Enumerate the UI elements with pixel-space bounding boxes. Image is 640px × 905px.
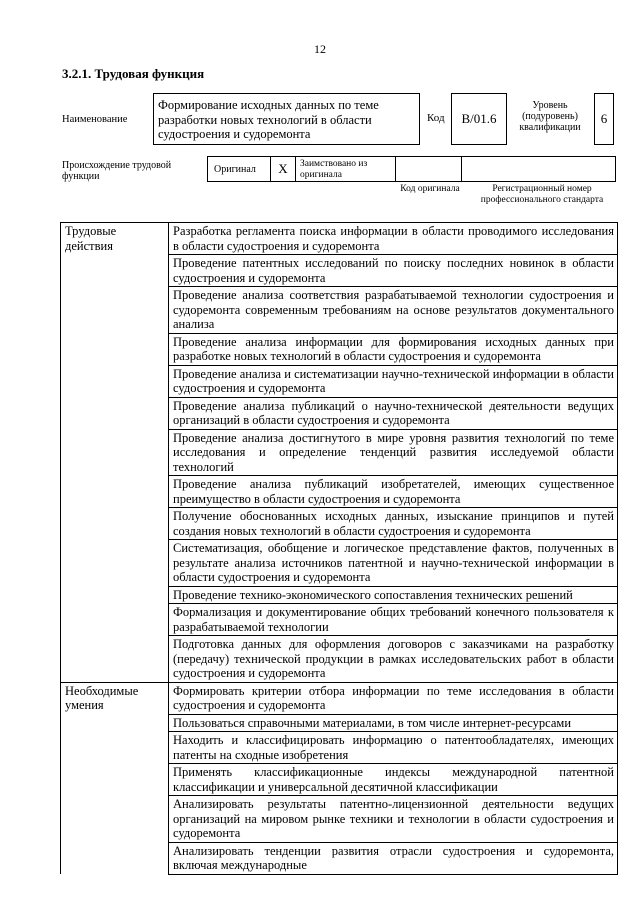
category-cell: Необходимые умения	[61, 682, 169, 714]
table-row	[61, 333, 618, 365]
category-cell-continued	[61, 604, 169, 636]
table-row	[61, 508, 618, 540]
item-cell: Проведение технико-экономического сопоставления технических решений	[169, 586, 618, 604]
item-cell: Формировать критерии отбора информации по теме исследования в области судостроения и судоремонта	[169, 682, 618, 714]
name-label: Наименование	[62, 114, 128, 125]
section-title: 3.2.1. Трудовая функция	[62, 66, 205, 81]
table-row	[61, 682, 618, 714]
origin-grid	[207, 156, 616, 182]
origin-label: Происхождение трудовой функции	[62, 160, 172, 182]
table-row	[61, 636, 618, 683]
item-cell: Проведение анализа достигнутого в мире уровня развития технологий по теме исследования и определение тенденций развития исследуемой области технологий	[169, 429, 618, 476]
table-row	[61, 365, 618, 397]
category-cell-continued	[61, 714, 169, 732]
function-name-box: Формирование исходных данных по теме разработки новых технологий в области судостроения и судоремонта	[153, 93, 420, 145]
borrowed-cell	[295, 156, 396, 182]
item-cell: Проведение анализа и систематизации научно-технической информации в области судостроения и судоремонта	[169, 365, 618, 397]
category-cell-continued	[61, 508, 169, 540]
category-cell-continued	[61, 636, 169, 683]
category-cell-continued	[61, 842, 169, 874]
table-row	[61, 255, 618, 287]
table-row	[61, 287, 618, 334]
original-code-caption: Код оригинала	[400, 184, 460, 194]
table-row	[61, 796, 618, 843]
category-cell-continued	[61, 540, 169, 587]
item-cell: Пользоваться справочными материалами, в том числе интернет-ресурсами	[169, 714, 618, 732]
table-row	[61, 842, 618, 874]
table-row	[61, 604, 618, 636]
qualification-level-label: Уровень (подуровень) квалификации	[519, 100, 581, 133]
category-cell-continued	[61, 586, 169, 604]
category-cell-continued	[61, 796, 169, 843]
category-cell-continued	[61, 287, 169, 334]
item-cell: Применять классификационные индексы международной патентной классификации и универсальной десятичной классификации	[169, 764, 618, 796]
table-row	[61, 732, 618, 764]
table-row	[61, 714, 618, 732]
actions-skills-table	[60, 222, 618, 875]
registration-number-caption: Регистрационный номер профессионального стандарта	[480, 184, 604, 205]
table-row	[61, 540, 618, 587]
item-cell: Проведение анализа публикаций изобретателей, имеющих существенное преимущество в области судостроения и судоремонта	[169, 476, 618, 508]
category-cell-continued	[61, 429, 169, 476]
item-cell: Систематизация, обобщение и логическое представление фактов, полученных в результате анализа источников патентной и научно-технической информации в области судостроения и судоремонта	[169, 540, 618, 587]
table-row	[61, 429, 618, 476]
table-row	[61, 397, 618, 429]
item-cell: Подготовка данных для оформления договоров с заказчиками на разработку (передачу) технической продукции в рамках исследовательских работ в области судостроения и судоремонта	[169, 636, 618, 683]
item-cell: Разработка регламента поиска информации в области проводимого исследования в области судостроения и судоремонта	[169, 223, 618, 255]
borrowed-label: Заимствовано из оригинала	[300, 159, 368, 180]
item-cell: Проведение анализа информации для формирования исходных данных при разработке новых технологий в области судостроения и судоремонта	[169, 333, 618, 365]
code-label: Код	[427, 112, 445, 124]
item-cell: Анализировать тенденции развития отрасли судостроения и судоремонта, включая международные	[169, 842, 618, 874]
item-cell: Проведение патентных исследований по поиску последних новинок в области судостроения и судоремонта	[169, 255, 618, 287]
category-cell-continued	[61, 397, 169, 429]
item-cell: Формализация и документирование общих требований конечного пользователя к разрабатываемой технологии	[169, 604, 618, 636]
item-cell: Получение обоснованных исходных данных, изыскание принципов и путей создания новых технологий в области судостроения и судоремонта	[169, 508, 618, 540]
function-code-box: B/01.6	[451, 93, 507, 145]
category-cell-continued	[61, 333, 169, 365]
table-row	[61, 764, 618, 796]
item-cell: Анализировать результаты патентно-лицензионной деятельности ведущих организаций на мировом рынке техники и технологии в области судостроения и судоремонта	[169, 796, 618, 843]
item-cell: Находить и классифицировать информацию о патентообладателях, имеющих патенты на сходные изобретения	[169, 732, 618, 764]
item-cell: Проведение анализа соответствия разрабатываемой технологии судостроения и судоремонта современным требованиям на основе результатов документального анализа	[169, 287, 618, 334]
table-row	[61, 223, 618, 255]
category-cell: Трудовые действия	[61, 223, 169, 255]
original-code-cell	[395, 156, 462, 182]
table-row	[61, 476, 618, 508]
category-cell-continued	[61, 365, 169, 397]
original-mark: X	[270, 156, 296, 182]
category-cell-continued	[61, 255, 169, 287]
item-cell: Проведение анализа публикаций о научно-технической деятельности ведущих организаций в области судостроения и судоремонта	[169, 397, 618, 429]
original-label: Оригинал	[214, 164, 256, 175]
category-cell-continued	[61, 764, 169, 796]
registration-number-cell	[461, 156, 616, 182]
original-cell	[207, 156, 271, 182]
table-row	[61, 586, 618, 604]
page-number: 12	[314, 42, 326, 56]
category-cell-continued	[61, 476, 169, 508]
qualification-level-box: 6	[594, 93, 614, 145]
category-cell-continued	[61, 732, 169, 764]
